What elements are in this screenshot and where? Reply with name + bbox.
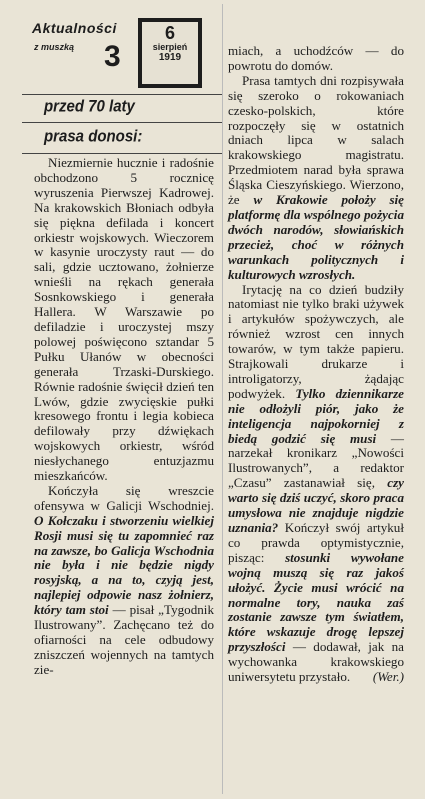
quote-italic: w Krakowie położy się platformę dla wspólnego pożycia dwóch narodów, słowiańskich przecież, choć w różnych warunkach politycznych i kulturowych wzrosłych. xyxy=(228,192,404,282)
logo-subtitle: z muszką xyxy=(34,42,75,52)
text-run: — narzekał kronikarz „Nowości Ilustrowanych”, a redaktor „Czasu” zastanawiał się, xyxy=(228,430,404,491)
header-rule-middle xyxy=(22,122,222,123)
paragraph xyxy=(228,283,404,685)
date-day: 6 xyxy=(164,23,175,43)
date-month: sierpień xyxy=(152,42,188,52)
date-year: 1919 xyxy=(158,52,182,63)
paragraph: Niezmiernie hucznie i radośnie obchodzono 5 rocznicę wyruszenia Pierwszej Kadrowej. Na krakowskich Błoniach odbyła się piękna defilada i koncert orkiestr wojskowych. Wieczorem w kasynie uroczysty raut — do sali, gdzie ucztowano, żołnierze wnieśli na rękach generała Sosnkowskiego i generała Hallera. W Warszawie po defiladzie i uroczystej mszy polowej poświęcono sztandar 5 Pułku Ułanów w obecności generała Trzaski-Durskiego. Równie radośnie święcił dzień ten Lwów, gdzie zwycięskie pułki kresowego frontu i legia kobieca defilowały przy dźwiękach wojskowych orkiestr, wśród niesłychanego entuzjazmu mieszkańców. xyxy=(34,155,214,484)
header-rule-bottom xyxy=(22,153,222,154)
logo-title: Aktualności xyxy=(32,20,117,36)
signature: (Wer.) xyxy=(372,669,404,685)
date-box xyxy=(138,18,202,88)
column-divider xyxy=(222,4,223,794)
text-column-left xyxy=(34,156,214,678)
column-logo xyxy=(32,18,132,73)
text-run: — dodawał, jak na wychowanka krakowskiego uniwersytetu przystało. xyxy=(228,639,404,685)
logo-number: 3 xyxy=(104,40,121,73)
paragraph xyxy=(228,74,404,283)
quote-italic: stosunki wywołane wojną muszą się raz jakoś ułożyć. Życie musi wrócić na normalne tory, nauka zaś zostanie zawsze tym światłem, które wskazuje drogę lepszej przyszłości xyxy=(228,549,404,655)
text-column-right xyxy=(228,44,404,685)
text-run: — pisał „Tygodnik Ilustrowany”. Zachęcano też do ofiarności na cele odbudowy zniszczeń wojennych na tamtych zie- xyxy=(34,602,214,677)
header-rule-top xyxy=(22,94,222,95)
quote-italic: O Kołczaku i stworzeniu wielkiej Rosji musi się tu zapomnieć raz na zawsze, bo Galicja Wschodnia nie była i nie będzie nigdy rosyjską, a na to, czyją jest, najlepiej odpowie nasz żołnierz, który tam stoi xyxy=(34,512,214,618)
header-line-2: prasa donosi: xyxy=(44,127,143,146)
header-line-1: przed 70 laty xyxy=(44,97,135,116)
text-run: Irytację na co dzień budziły natomiast nie tylko braki używek i artykułów spożywczych, ale również wzrost cen innych towarów, w tym także papieru. Strajkowali drukarze i introligatorzy, żądając podwyżek. xyxy=(228,281,404,401)
text-run: Kończyła się wreszcie ofensywa w Galicji Wschodniej. xyxy=(34,482,214,513)
paragraph xyxy=(34,484,214,678)
column-header xyxy=(14,10,214,170)
quote-italic: czy warto się dziś uczyć, skoro praca umysłowa nie znajduje nigdzie uznania? xyxy=(228,475,404,535)
quote-italic: Tylko dziennikarze nie odłożyli piór, jako że inteligencja najpokorniej z biedą godzić się musi xyxy=(228,385,404,446)
text-run: Kończył swój artykuł co prawda optymistycznie, pisząc: xyxy=(228,520,404,565)
text-run: Prasa tamtych dni rozpisywała się szeroko o rokowaniach czesko-polskich, które rozpoczęły się w ostatnich dniach lipca w salach krakowskiego magistratu. Przedmiotem narad była sprawa Śląska Cieszyńskiego. Wierzono, że xyxy=(228,72,404,208)
paragraph-continuation: miach, a uchodźców — do powrotu do domów. xyxy=(228,43,404,73)
